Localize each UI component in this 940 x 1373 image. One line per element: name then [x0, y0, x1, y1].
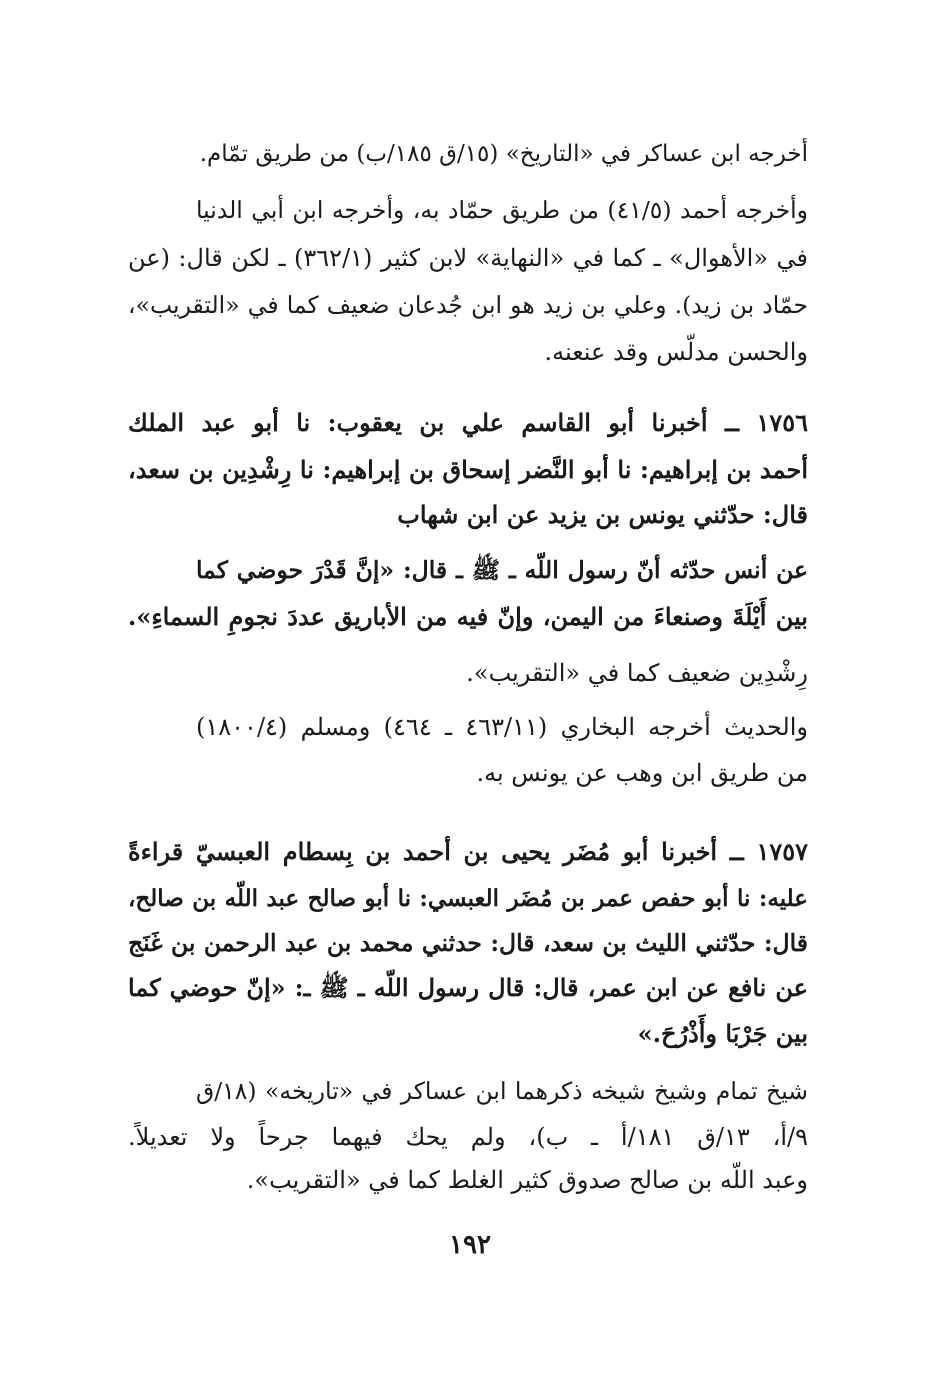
- text-line: عن أنس حدّثه أنّ رسول اللّه ـ ﷺ ـ قال: «إنَّ قَدْرَ حوضي كما: [196, 556, 808, 584]
- text-line: عليه: نا أبو حفص عمر بن مُضَر العبسي: نا أبو صالح عبد اللّه بن صالح،: [128, 885, 808, 912]
- text-line: قال: حدّثني يونس بن يزيد عن ابن شهاب: [397, 500, 808, 529]
- hadith-number-line: ١٧٥٦ ــ أخبرنا أبو القاسم علي بن يعقوب: نا أبو عبد الملك: [128, 408, 808, 437]
- text-line: من طريق ابن وهب عن يونس به.: [476, 759, 808, 787]
- text-line: في «الأهوال» ـ كما في «النهاية» لابن كثير (٣٦٢/١) ـ لكن قال: (عن: [128, 244, 808, 272]
- text-line: حمّاد بن زيد). وعلي بن زيد هو ابن جُدعان ضعيف كما في «التقريب»،: [128, 291, 808, 319]
- text-line: أخرجه ابن عساكر في «التاريخ» (١٥/ق ١٨٥/ب) من طريق تمّام.: [199, 141, 808, 167]
- text-line: قال: حدّثني الليث بن سعد، قال: حدثني محمد بن عبد الرحمن بن غَنَج: [128, 929, 808, 957]
- text-line: بين أَيْلَةَ وصنعاءَ من اليمن، وإنّ فيه من الأباريق عددَ نجومِ السماءِ».: [128, 602, 808, 631]
- text-line: بين جَرْبَا وأَذْرُحَ.»: [637, 1019, 808, 1048]
- text-line: والحسن مدلّس وقد عنعنه.: [544, 338, 808, 366]
- text-line: ٩/أ، ١٣/ق ١٨١/أ ـ ب)، ولم يحك فيهما جرحاً ولا تعديلاً.: [128, 1123, 808, 1151]
- page-number: ١٩٢: [449, 1230, 491, 1260]
- text-line: وعبد اللّه بن صالح صدوق كثير الغلط كما في «التقريب».: [246, 1166, 808, 1194]
- hadith-number-line: ١٧٥٧ ــ أخبرنا أبو مُضَر يحيى بن أحمد بن بِسطام العبسيّ قراءةً: [128, 837, 808, 866]
- text-line: أحمد بن إبراهيم: نا أبو النَّضر إسحاق بن إبراهيم: نا رِشْدِين بن سعد،: [128, 455, 808, 484]
- text-line: رِشْدِين ضعيف كما في «التقريب».: [466, 659, 808, 687]
- text-line: شيخ تمام وشيخ شيخه ذكرهما ابن عساكر في «تاريخه» (١٨/ق: [196, 1077, 808, 1105]
- text-line: وأخرجه أحمد (٤١/٥) من طريق حمّاد به، وأخرجه ابن أبي الدنيا: [196, 196, 808, 224]
- text-line: عن نافع عن ابن عمر، قال: قال رسول اللّه ـ ﷺ ـ: «إنّ حوضي كما: [128, 973, 808, 1002]
- text-line: والحديث أخرجه البخاري (٤٦٣/١١ ـ ٤٦٤) ومسلم (١٨٠٠/٤): [196, 713, 808, 741]
